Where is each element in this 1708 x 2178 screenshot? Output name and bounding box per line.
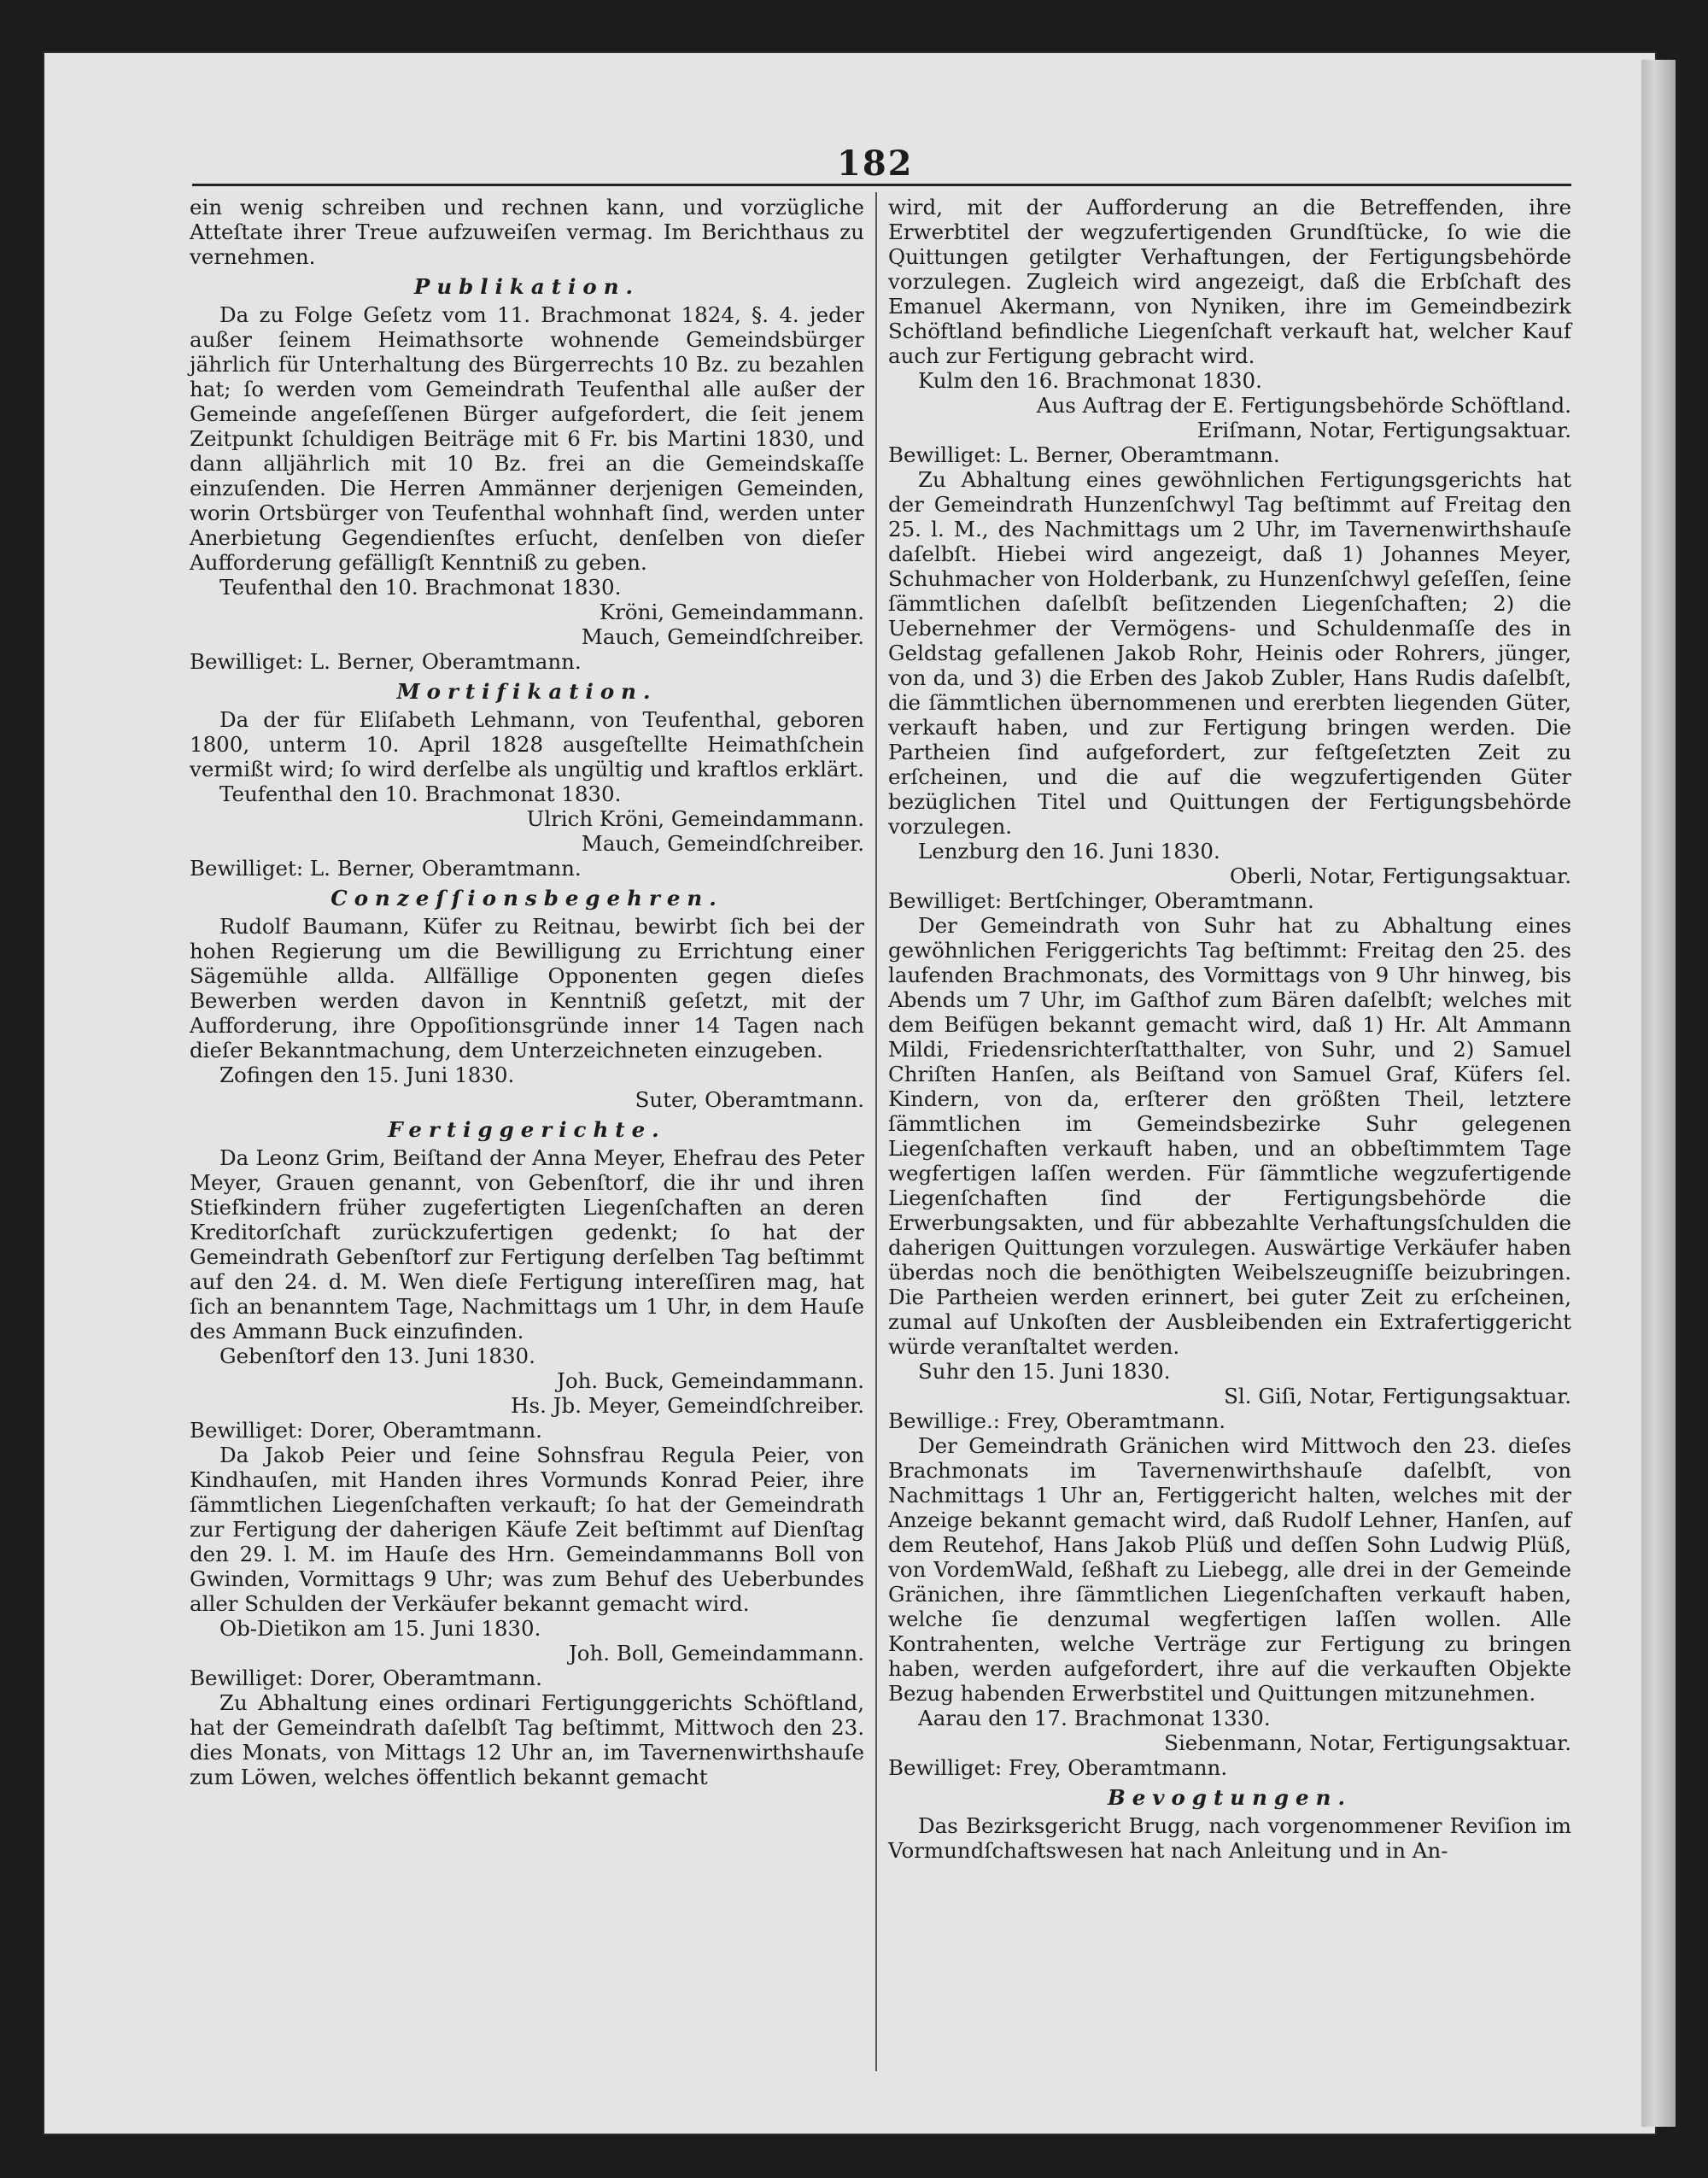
signature-line: Mauch, Gemeindſchreiber. [581,831,864,856]
paragraph: Suhr den 15. Juni 1830. [918,1359,1171,1384]
paragraph: Da zu Folge Geſetz vom 11. Brachmonat 1824, §. 4. jeder außer ſeinem Heimathsorte wohnende Gemeindsbürger jährlich für Unterhaltung des Bürgerrechts 10 Bz. zu bezahlen hat; ſo werden vom Gemeindrath Teufenthal alle außer der Gemeinde angeſeſſenen Bürger aufgefordert, die ſeit jenem Zeitpunkt ſchuldigen Beiträge mit 6 Fr. bis Martini 1830, und dann alljährlich mit 10 Bz. frei an die Gemeindskaſſe einzuſenden. Die Herren Ammänner derjenigen Gemeinden, worin Ortsbürger von Teufenthal wohnhaft ſind, werden unter Anerbietung Gegendienſtes erſucht, denſelben von dieſer Aufforderung gefälligſt Kenntniß zu geben. [190,302,864,575]
signature-line: Sl. Giſi, Notar, Fertigungsaktuar. [1224,1384,1571,1408]
paragraph: Das Bezirksgericht Brugg, nach vorgenommener Reviſion im Vormundſchaftswesen hat nach Anleitung und in An- [888,1813,1571,1863]
signature-line: Hs. Jb. Meyer, Gemeindſchreiber. [511,1393,864,1418]
paragraph: Bewilliget: L. Berner, Oberamtmann. [190,856,582,881]
signature-line: Mauch, Gemeindſchreiber. [581,624,864,649]
signature-line: Kröni, Gemeindammann. [599,600,864,624]
paragraph: Da Jakob Peier und ſeine Sohnsfrau Regula Peier, von Kindhauſen, mit Handen ihres Vormunds Konrad Peier, ihre ſämmtlichen Liegenſchaften verkauft; ſo hat der Gemeindrath zur Fertigung der daherigen Käufe Zeit beſtimmt auf Dienſtag den 29. l. M. im Hauſe des Hrn. Gemeindammanns Boll von Gwinden, Vormittags 9 Uhr; was zum Behuf des Ueberbundes aller Schulden der Verkäufer bekannt gemacht wird. [190,1443,864,1616]
paragraph: Teufenthal den 10. Brachmonat 1830. [219,782,622,806]
paragraph: Kulm den 16. Brachmonat 1830. [918,368,1262,393]
paragraph: Bewilliget: Bertſchinger, Oberamtmann. [888,888,1314,913]
paragraph: Zofingen den 15. Juni 1830. [219,1063,515,1087]
section-heading: Mortifikation. [396,679,658,704]
column-divider [875,192,877,2071]
paragraph: Aarau den 17. Brachmonat 1330. [918,1706,1271,1730]
paragraph: Bewilliget: Dorer, Oberamtmann. [190,1418,542,1443]
left-column [190,195,864,1789]
paragraph: Ob-Dietikon am 15. Juni 1830. [219,1616,541,1641]
signature-line: Ulrich Kröni, Gemeindammann. [526,806,864,831]
signature-line: Eriſmann, Notar, Fertigungsaktuar. [1196,418,1571,442]
paragraph: Rudolf Baumann, Küfer zu Reitnau, bewirbt ſich bei der hohen Regierung um die Bewilligung zu Errichtung einer Sägemühle allda. Allfällige Opponenten gegen dieſes Bewerben werden davon in Kenntniß geſetzt, mit der Aufforderung, ihre Oppoſitionsgründe inner 14 Tagen nach dieſer Bekanntmachung, dem Unterzeichneten einzugeben. [190,914,864,1063]
paragraph: Der Gemeindrath von Suhr hat zu Abhaltung eines gewöhnlichen Feriggerichts Tag beſtimmt: Freitag den 25. des laufenden Brachmonats, des Vormittags von 9 Uhr hinweg, bis Abends um 7 Uhr, im Gaſthof zum Bären daſelbſt; welches mit dem Beifügen bekannt gemacht wird, daß 1) Hr. Alt Ammann Mildi, Friedensrichterſtatthalter, von Suhr, und 2) Samuel Chriſten Hanſen, als Beiſtand von Samuel Graf, Küfers ſel. Kindern, von da, erſterer den größten Theil, letztere ſämmtlichen im Gemeindsbezirke Suhr gelegenen Liegenſchaften verkauft haben, und an obbeſtimmtem Tage wegfertigen laſſen werden. Für ſämmtliche wegzufertigende Liegenſchaften ſind der Fertigungsbehörde die Erwerbungsakten, und für abbezahlte Verhaftungsſchulden die daherigen Quittungen vorzulegen. Auswärtige Verkäufer haben überdas noch die benöthigten Weibelszeugniſſe beizubringen. Die Partheien werden erinnert, bei guter Zeit zu erſcheinen, zumal auf Unkoſten der Ausbleibenden ein Extrafertiggericht würde veranſtaltet werden. [888,913,1571,1359]
paragraph: Bewilliget: L. Berner, Oberamtmann. [888,442,1280,467]
paragraph: Da Leonz Grim, Beiſtand der Anna Meyer, Ehefrau des Peter Meyer, Grauen genannt, von Gebenſtorf, die ihr und ihren Stiefkindern früher zugefertigten Liegenſchaften an deren Kreditorſchaft zurückzufertigen gedenkt; ſo hat der Gemeindrath Gebenſtorf zur Fertigung derſelben Tag beſtimmt auf den 24. d. M. Wen dieſe Fertigung intereſſiren mag, hat ſich an benanntem Tage, Nachmittags um 1 Uhr, in dem Hauſe des Ammann Buck einzufinden. [190,1145,864,1344]
signature-line: Suter, Oberamtmann. [635,1087,864,1112]
paragraph: Teufenthal den 10. Brachmonat 1830. [219,575,622,600]
paragraph: Bewilliget: Frey, Oberamtmann. [888,1755,1228,1780]
section-heading: Publikation. [413,274,640,299]
signature-line: Aus Auftrag der E. Fertigungsbehörde Schöftland. [1036,393,1571,418]
paragraph: Bewilliget: L. Berner, Oberamtmann. [190,649,582,674]
section-heading: Fertiggerichte. [388,1117,666,1142]
paragraph: ein wenig schreiben und rechnen kann, und vorzügliche Atteſtate ihrer Treue aufzuweiſen vermag. Im Berichthaus zu vernehmen. [190,195,864,269]
paragraph: Bewillige.: Frey, Oberamtmann. [888,1408,1226,1433]
paragraph: wird, mit der Aufforderung an die Betreffenden, ihre Erwerbtitel der wegzufertigenden Grundſtücke, ſo wie die Quittungen getilgter Verhaftungen, der Fertigungsbehörde vorzulegen. Zugleich wird angezeigt, daß die Erbſchaft des Emanuel Akermann, von Nyniken, ihre im Gemeindbezirk Schöftland befindliche Liegenſchaft verkauft hat, welcher Kauf auch zur Fertigung gebracht wird. [888,195,1571,368]
paragraph: Zu Abhaltung eines ordinari Fertigunggerichts Schöftland, hat der Gemeindrath daſelbſt Tag beſtimmt, Mittwoch den 23. dies Monats, von Mittags 12 Uhr an, im Tavernenwirthshauſe zum Löwen, welches öffentlich bekannt gemacht [190,1690,864,1789]
signature-line: Joh. Buck, Gemeindammann. [557,1368,864,1393]
next-page-edge [1641,60,1676,2127]
signature-line: Oberli, Notar, Fertigungsaktuar. [1229,864,1571,888]
signature-line: Joh. Boll, Gemeindammann. [568,1641,864,1666]
paragraph: Zu Abhaltung eines gewöhnlichen Fertigungsgerichts hat der Gemeindrath Hunzenſchwyl Tag beſtimmt auf Freitag den 25. l. M., des Nachmittags um 2 Uhr, im Tavernenwirthshauſe daſelbſt. Hiebei wird angezeigt, daß 1) Johannes Meyer, Schuhmacher von Holderbank, zu Hunzenſchwyl geſeſſen, ſeine ſämmtlichen daſelbſt beſitzenden Liegenſchaften; 2) die Uebernehmer der Vermögens- und Schuldenmaſſe des in Geldstag gefallenen Jakob Rohr, Heinis oder Rohrers, jünger, von da, und 3) die Erben des Jakob Zubler, Hans Rudis daſelbſt, die ſämmtlichen übernommenen und ererbten liegenden Güter, verkauft haben, und zur Fertigung bringen werden. Die Partheien ſind aufgefordert, zur feſtgeſetzten Zeit zu erſcheinen, und die auf die wegzufertigenden Güter bezüglichen Titel und Quittungen der Fertigungsbehörde vorzulegen. [888,467,1571,839]
paragraph: Gebenſtorf den 13. Juni 1830. [219,1344,535,1368]
right-column [888,195,1571,1863]
paragraph: Lenzburg den 16. Juni 1830. [918,839,1220,864]
paragraph: Bewilliget: Dorer, Oberamtmann. [190,1666,542,1690]
page-number: 182 [837,143,914,184]
signature-line: Siebenmann, Notar, Fertigungsaktuar. [1164,1730,1571,1755]
section-heading: Conzeſſionsbegehren. [330,886,723,910]
paragraph: Der Gemeindrath Gränichen wird Mittwoch den 23. dieſes Brachmonats im Tavernenwirthshauſe daſelbſt, von Nachmittags 1 Uhr an, Fertiggericht halten, welches mit der Anzeige bekannt gemacht wird, daß Rudolf Lehner, Hanſen, auf dem Reutehof, Hans Jakob Plüß und deſſen Sohn Ludwig Plüß, von VordemWald, ſeßhaft zu Liebegg, alle drei in der Gemeinde Gränichen, ihre ſämmtlichen Liegenſchaften verkauft haben, welche ſie denzumal wegfertigen laſſen wollen. Alle Kontrahenten, welche Verträge zur Fertigung zu bringen haben, werden aufgefordert, ihre auf die verkauften Objekte Bezug habenden Erwerbstitel und Quittungen mitzunehmen. [888,1433,1571,1706]
paragraph: Da der für Eliſabeth Lehmann, von Teufenthal, geboren 1800, unterm 10. April 1828 ausgeſtellte Heimathſchein vermißt wird; ſo wird derſelbe als ungültig und kraftlos erklärt. [190,707,864,782]
section-heading: Bevogtungen. [1107,1785,1352,1810]
header-rule [192,184,1571,186]
